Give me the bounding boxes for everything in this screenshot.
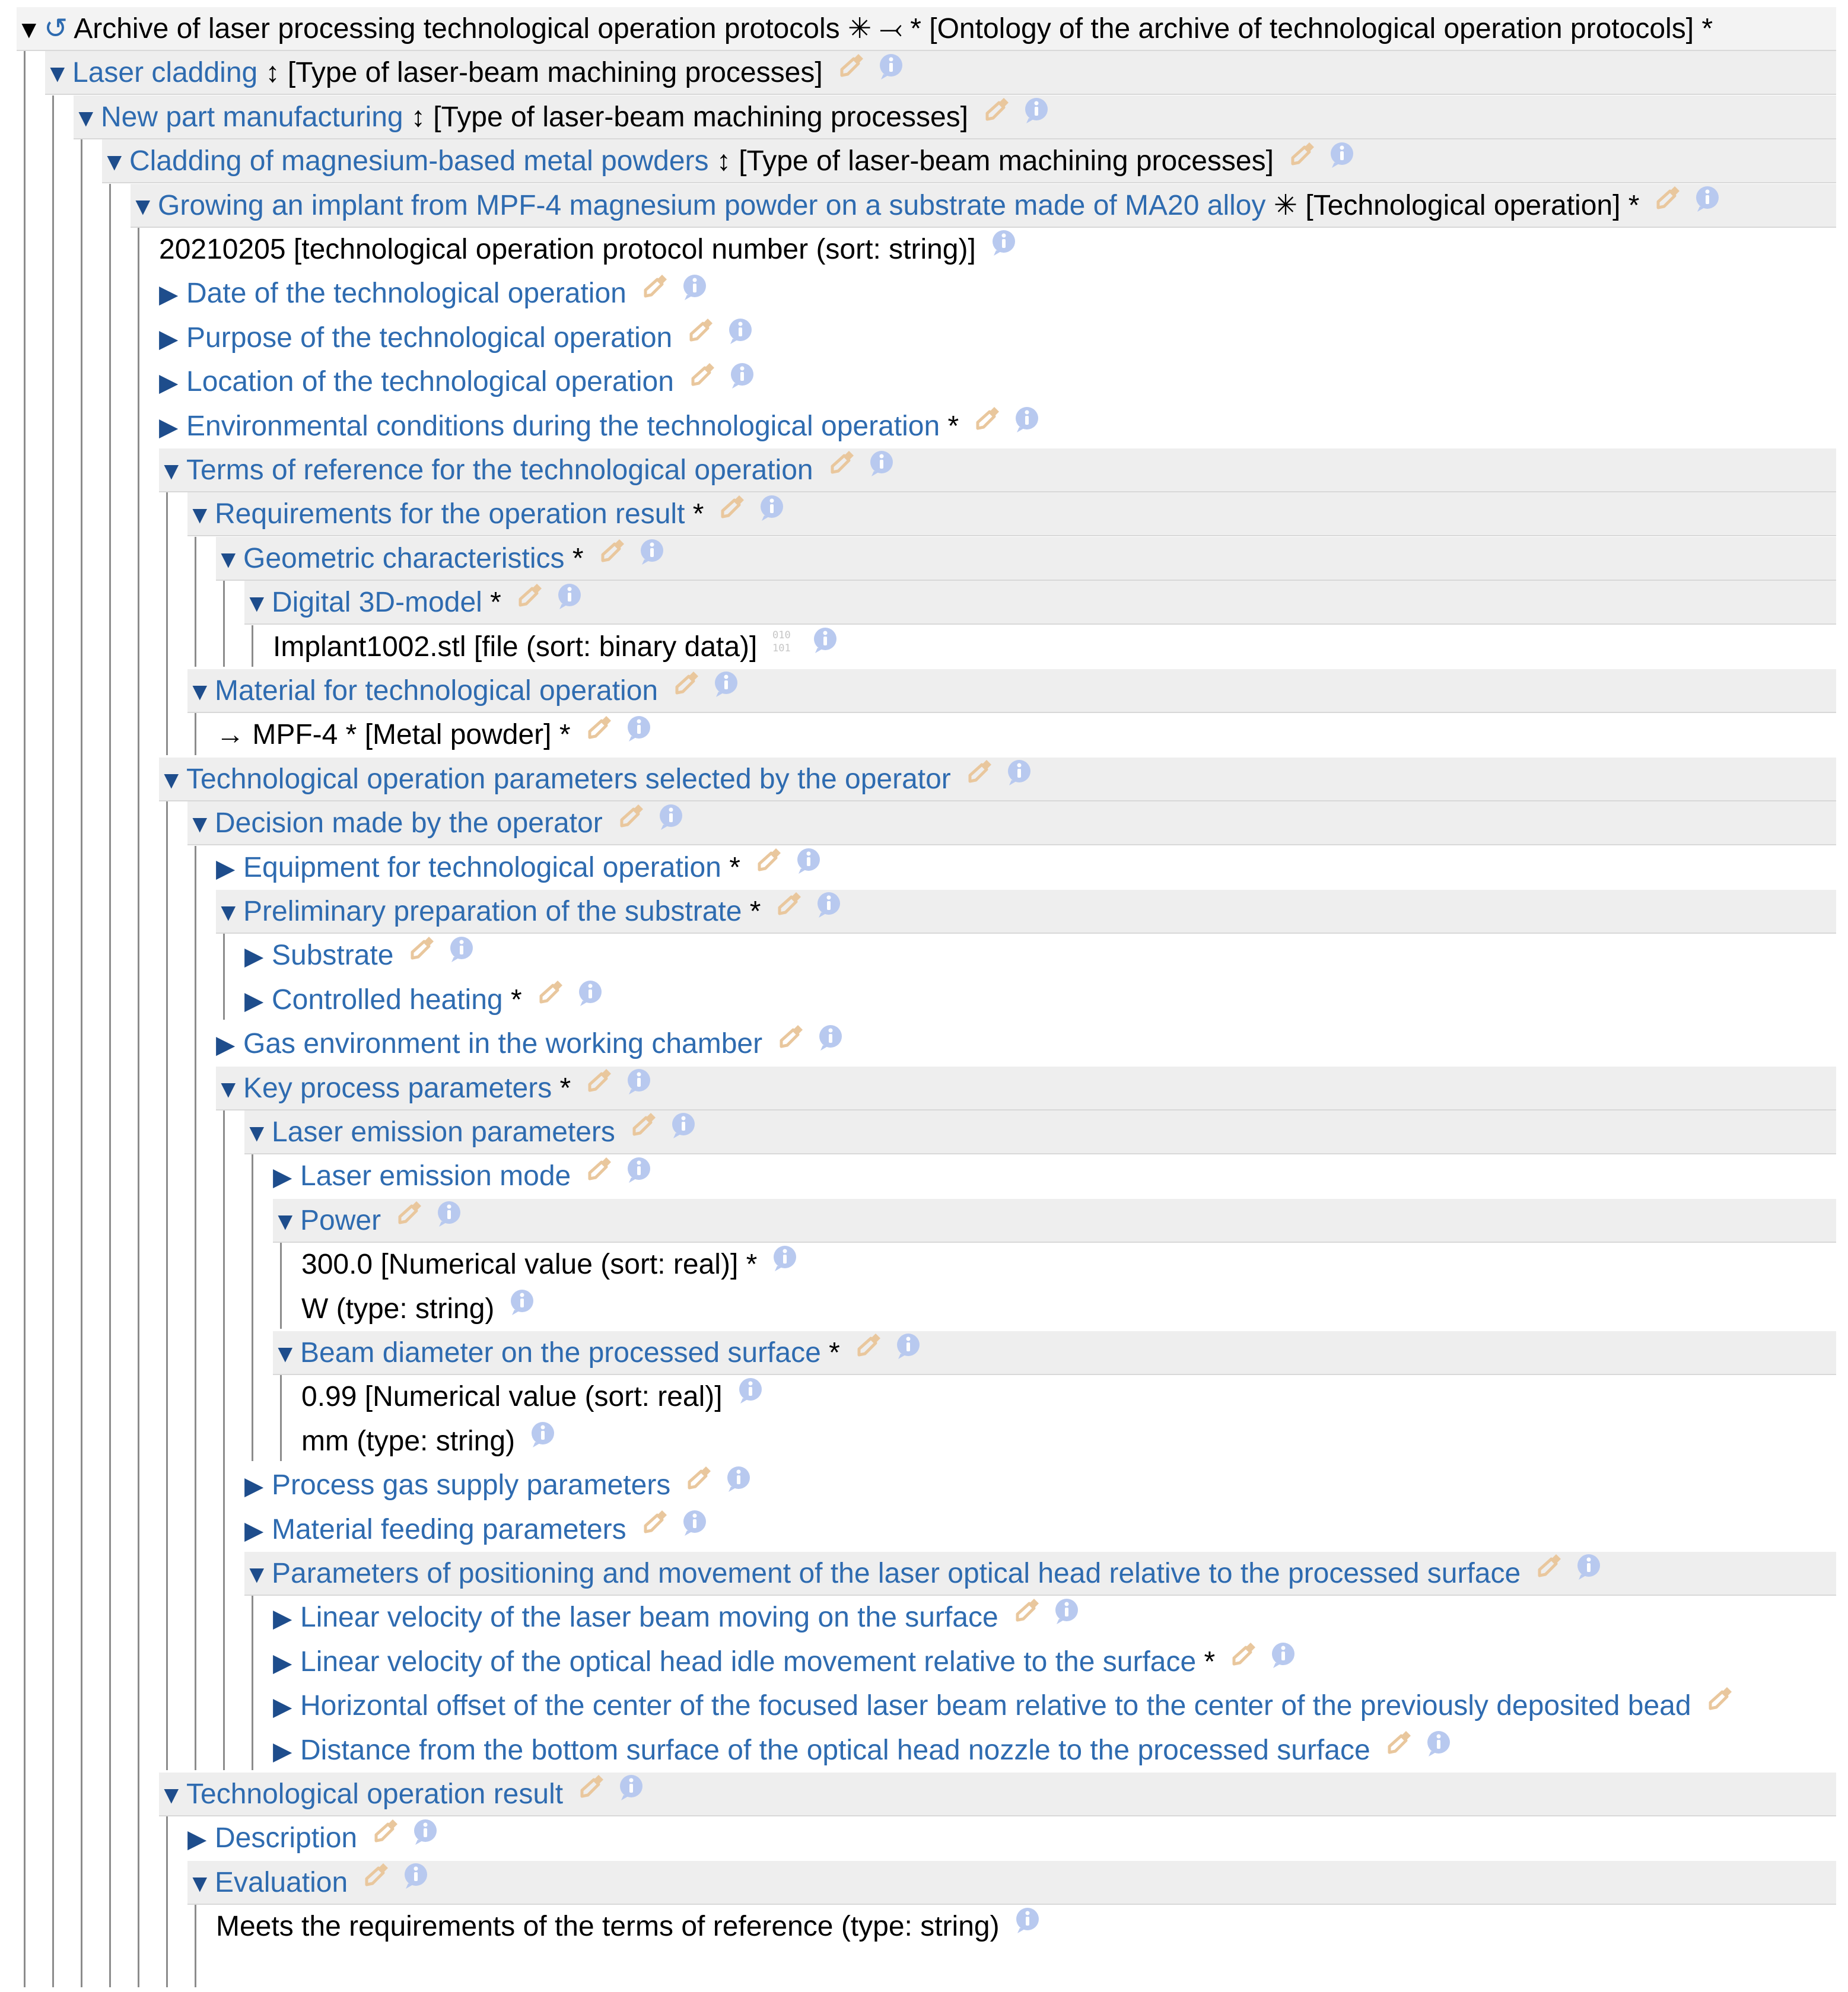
tree-row-geometric-characteristics <box>216 537 1836 581</box>
edit-icon[interactable] <box>1534 1552 1563 1595</box>
tree-row-laser-emission-mode <box>273 1154 1836 1198</box>
node-label[interactable]: Equipment for technological operation <box>243 851 721 883</box>
tree-row-preliminary-preparation-of-the-substrate <box>216 890 1836 934</box>
edit-icon[interactable] <box>1652 184 1682 227</box>
edit-icon[interactable] <box>1383 1729 1413 1771</box>
info-icon[interactable] <box>434 1199 464 1242</box>
tree-row-technological-operation-parameters-selected-by-t <box>159 758 1836 801</box>
tree-row-evaluation <box>187 1861 1836 1905</box>
collapse-toggle-icon[interactable]: ▼ <box>159 1781 184 1809</box>
node-label[interactable]: Laser emission parameters <box>272 1116 615 1148</box>
info-icon[interactable] <box>401 1861 431 1904</box>
node-label[interactable]: Process gas supply parameters <box>272 1469 671 1501</box>
node-label[interactable]: Terms of reference for the technological operation <box>186 454 813 486</box>
collapse-toggle-icon[interactable]: ▼ <box>244 1119 269 1147</box>
expand-toggle-icon[interactable]: ▶ <box>244 942 264 970</box>
collapse-toggle-icon[interactable]: ▼ <box>102 148 127 176</box>
tree-guide-line <box>280 1375 282 1461</box>
tree-row-linear-velocity-of-the-optical-head-idle-movemen <box>273 1640 1836 1684</box>
tree-row-equipment-for-technological-operation <box>216 846 1836 890</box>
edit-icon[interactable] <box>683 1463 713 1506</box>
tree-row-300-0-numerical-value-sort-real <box>301 1243 1836 1287</box>
node-label[interactable]: Material for technological operation <box>215 675 659 707</box>
info-icon[interactable] <box>637 537 667 580</box>
node-label[interactable]: Beam diameter on the processed surface <box>300 1337 821 1369</box>
node-label[interactable]: Parameters of positioning and movement of the laser optical head relative to the processed surface <box>272 1558 1521 1589</box>
info-icon[interactable] <box>1424 1729 1453 1771</box>
value-text: Meets the requirements of the terms of reference (type: string) <box>216 1911 1000 1943</box>
edit-icon[interactable] <box>1012 1596 1041 1638</box>
node-label[interactable]: Linear velocity of the optical head idle movement relative to the surface <box>300 1646 1197 1678</box>
edit-icon[interactable] <box>981 96 1011 138</box>
node-type-annotation: ↕ [Type of laser-beam machining processes] <box>708 145 1274 177</box>
edit-icon[interactable] <box>406 934 436 976</box>
value-text: mm (type: string) <box>301 1425 516 1457</box>
node-label[interactable]: Gas environment in the working chamber <box>243 1028 763 1060</box>
node-label[interactable]: Location of the technological operation <box>186 366 674 398</box>
tree-row-date-of-the-technological-operation <box>159 272 1836 316</box>
expand-toggle-icon[interactable]: ▶ <box>159 368 179 397</box>
collapse-toggle-icon[interactable]: ▼ <box>273 1339 298 1367</box>
expand-toggle-icon[interactable]: ▶ <box>159 412 179 441</box>
tree-row-horizontal-offset-of-the-center-of-the-focused-l <box>273 1684 1836 1728</box>
tree-row-cladding-of-magnesium-based-metal-powders <box>102 139 1836 183</box>
value-text: 300.0 [Numerical value (sort: real)] * <box>301 1249 758 1281</box>
info-icon[interactable] <box>867 448 896 491</box>
node-label[interactable]: Requirements for the operation result <box>215 498 685 530</box>
info-icon[interactable] <box>810 625 840 668</box>
info-icon[interactable] <box>1004 758 1034 800</box>
node-type-annotation: * <box>940 410 959 442</box>
collapse-toggle-icon[interactable]: ▼ <box>187 1869 212 1897</box>
node-label[interactable]: Technological operation parameters selected by the operator <box>186 763 951 795</box>
node-label[interactable]: Laser emission mode <box>300 1160 571 1192</box>
expand-toggle-icon[interactable]: ▶ <box>273 1692 292 1721</box>
node-type-annotation: * <box>820 1337 840 1369</box>
node-type-annotation: ✳ ⤙ * [Ontology of the archive of technological operation protocols] * <box>839 13 1713 44</box>
node-label[interactable]: Horizontal offset of the center of the focused laser beam relative to the center of the previously deposited bead <box>300 1690 1691 1722</box>
node-type-annotation: * <box>502 984 522 1016</box>
edit-icon[interactable] <box>1704 1684 1734 1727</box>
edit-icon[interactable] <box>964 758 994 800</box>
node-label[interactable]: Evaluation <box>215 1866 348 1898</box>
tree-row-purpose-of-the-technological-operation <box>159 316 1836 360</box>
tree-row-decision-made-by-the-operator <box>187 801 1836 845</box>
tree-row-20210205-technological-operation-protocol-number <box>159 228 1836 272</box>
info-icon[interactable] <box>727 360 757 403</box>
binary-data-icon[interactable] <box>770 625 800 668</box>
info-icon[interactable] <box>447 934 476 976</box>
info-icon[interactable] <box>624 1154 654 1197</box>
node-label[interactable]: Technological operation result <box>186 1778 564 1810</box>
collapse-toggle-icon[interactable]: ▼ <box>216 545 241 573</box>
info-icon[interactable] <box>1327 139 1357 182</box>
tree-guide-line <box>52 96 54 1987</box>
collapse-toggle-icon[interactable]: ▼ <box>159 457 184 485</box>
tree-row-distance-from-the-bottom-surface-of-the-optical- <box>273 1729 1836 1773</box>
tree-guide-line <box>166 492 168 755</box>
svg-text:010: 010 <box>772 629 791 641</box>
value-text: 0.99 [Numerical value (sort: real)] <box>301 1381 723 1413</box>
value-text: Implant1002.stl [file (sort: binary data)] <box>273 631 758 663</box>
tree-row-digital-3d-model <box>244 581 1836 625</box>
tree-row-w-type-string <box>301 1287 1836 1331</box>
collapse-toggle-icon[interactable]: ▼ <box>187 501 212 529</box>
tree-guide-line <box>195 1905 196 1987</box>
tree-row-environmental-conditions-during-the-technologica <box>159 405 1836 448</box>
expand-toggle-icon[interactable]: ▶ <box>273 1163 292 1191</box>
info-icon[interactable] <box>989 228 1019 271</box>
node-label[interactable]: Growing an implant from MPF-4 magnesium powder on a substrate made of MA20 alloy <box>158 189 1266 221</box>
edit-icon[interactable] <box>584 1067 613 1109</box>
tree-row-location-of-the-technological-operation <box>159 360 1836 404</box>
info-icon[interactable] <box>876 51 906 94</box>
node-type-annotation: * <box>1196 1646 1216 1678</box>
edit-icon[interactable] <box>717 492 746 535</box>
node-label[interactable]: Material feeding parameters <box>272 1513 626 1545</box>
tree-row-power <box>273 1199 1836 1243</box>
tree-row-meets-the-requirements-of-the-terms-of-reference <box>216 1905 1836 1949</box>
edit-icon[interactable] <box>514 581 544 623</box>
tree-row-process-gas-supply-parameters <box>244 1463 1836 1507</box>
collapse-toggle-icon[interactable]: ▼ <box>244 589 269 618</box>
collapse-toggle-icon[interactable]: ▼ <box>216 898 241 926</box>
tree-row-requirements-for-the-operation-result <box>187 492 1836 536</box>
tree-guide-line <box>195 846 196 1770</box>
edit-icon[interactable] <box>1228 1640 1258 1683</box>
tree-guide-line <box>195 713 196 755</box>
expand-toggle-icon[interactable]: ▶ <box>187 1825 207 1853</box>
tree-row-linear-velocity-of-the-laser-beam-moving-on-the- <box>273 1596 1836 1640</box>
node-label[interactable]: Power <box>300 1204 381 1236</box>
cycle-icon: ↺ <box>44 13 68 44</box>
tree-guide-line <box>223 1110 225 1770</box>
tree-row-laser-cladding <box>45 51 1836 95</box>
info-icon[interactable] <box>1012 405 1042 447</box>
node-label[interactable]: Environmental conditions during the technological operation <box>186 410 940 442</box>
collapse-toggle-icon[interactable]: ▼ <box>159 765 184 794</box>
info-icon[interactable] <box>726 316 755 359</box>
tree-guide-line <box>195 537 196 667</box>
tree-guide-line <box>223 934 225 1020</box>
edit-icon[interactable] <box>597 537 626 580</box>
collapse-toggle-icon[interactable]: ▼ <box>273 1207 298 1235</box>
tree-row-technological-operation-result <box>159 1773 1836 1816</box>
tree-row-parameters-of-positioning-and-movement-of-the-la <box>244 1552 1836 1596</box>
value-text: 20210205 [technological operation protocol number (sort: string)] <box>159 234 976 265</box>
edit-icon[interactable] <box>972 405 1001 447</box>
node-label[interactable]: Laser cladding <box>72 57 258 89</box>
node-label[interactable]: New part manufacturing <box>101 101 403 133</box>
info-icon[interactable] <box>794 846 823 889</box>
edit-icon[interactable] <box>361 1861 390 1904</box>
info-icon[interactable] <box>814 890 844 933</box>
info-icon[interactable] <box>1574 1552 1604 1595</box>
info-icon[interactable] <box>575 978 605 1021</box>
node-label[interactable]: Key process parameters <box>243 1072 552 1104</box>
tree-guide-line <box>252 1596 253 1770</box>
edit-icon[interactable] <box>687 360 717 403</box>
info-icon[interactable] <box>669 1110 698 1153</box>
edit-icon[interactable] <box>826 448 856 491</box>
info-icon[interactable] <box>616 1773 646 1815</box>
info-icon[interactable] <box>624 1067 654 1109</box>
node-label[interactable]: Description <box>215 1822 358 1854</box>
info-icon[interactable] <box>1693 184 1722 227</box>
edit-icon[interactable] <box>370 1816 400 1859</box>
tree-guide-line <box>109 184 111 1987</box>
tree-row-beam-diameter-on-the-processed-surface <box>273 1331 1836 1375</box>
edit-icon[interactable] <box>584 713 613 756</box>
expand-toggle-icon[interactable]: ▶ <box>244 986 264 1014</box>
edit-icon[interactable] <box>853 1331 883 1374</box>
node-type-annotation: * <box>742 896 761 927</box>
edit-icon[interactable] <box>394 1199 424 1242</box>
tree-row-laser-emission-parameters <box>244 1110 1836 1154</box>
expand-toggle-icon[interactable]: ▶ <box>159 324 179 352</box>
tree-row-controlled-heating <box>244 978 1836 1022</box>
tree-guide-line <box>138 228 139 1987</box>
node-type-annotation: ↕ [Type of laser-beam machining processes] <box>403 101 969 133</box>
node-label[interactable]: Date of the technological operation <box>186 278 626 310</box>
edit-icon[interactable] <box>616 801 645 844</box>
tree-row-material-feeding-parameters <box>244 1508 1836 1552</box>
tree-guide-line <box>252 625 253 667</box>
edit-icon[interactable] <box>836 51 866 94</box>
info-icon[interactable] <box>624 713 654 756</box>
node-label[interactable]: Geometric characteristics <box>243 542 565 574</box>
tree-guide-line <box>280 1243 282 1329</box>
tree-row-implant1002-stl-file-sort-binary-data <box>273 625 1836 669</box>
node-type-annotation: * <box>721 851 740 883</box>
tree-row-mm-type-string <box>301 1420 1836 1463</box>
info-icon[interactable] <box>724 1463 753 1506</box>
tree-guide-line <box>223 581 225 667</box>
tree-guide-line <box>252 1154 253 1461</box>
collapse-toggle-icon[interactable]: ▼ <box>131 192 155 220</box>
node-type-annotation: * <box>482 587 501 619</box>
tree-row-0-99-numerical-value-sort-real <box>301 1375 1836 1419</box>
node-label: Archive of laser processing technological operation protocols <box>74 13 840 44</box>
info-icon[interactable] <box>893 1331 923 1374</box>
value-text: W (type: string) <box>301 1293 495 1325</box>
node-type-annotation: * <box>564 542 584 574</box>
expand-toggle-icon[interactable]: ▶ <box>244 1472 264 1500</box>
tree-row-material-for-technological-operation <box>187 669 1836 713</box>
collapse-toggle-icon[interactable]: ▼ <box>187 677 212 705</box>
node-label[interactable]: Substrate <box>272 940 394 972</box>
edit-icon[interactable] <box>628 1110 658 1153</box>
node-label[interactable]: Digital 3D-model <box>272 587 482 619</box>
node-label[interactable]: Preliminary preparation of the substrate <box>243 896 742 927</box>
edit-icon[interactable] <box>1287 139 1316 182</box>
tree-guide-line <box>166 801 168 1770</box>
info-icon[interactable] <box>528 1420 558 1462</box>
edit-icon[interactable] <box>576 1773 606 1815</box>
collapse-toggle-icon[interactable]: ▼ <box>187 810 212 838</box>
info-icon[interactable] <box>757 492 787 535</box>
expand-toggle-icon[interactable]: ▶ <box>273 1604 292 1633</box>
expand-toggle-icon[interactable]: ▶ <box>273 1648 292 1676</box>
svg-text:101: 101 <box>772 642 791 654</box>
edit-icon[interactable] <box>671 669 701 712</box>
expand-toggle-icon[interactable]: ▶ <box>273 1736 292 1765</box>
edit-icon[interactable] <box>640 1508 669 1551</box>
node-type-annotation: * <box>685 498 704 530</box>
info-icon[interactable] <box>680 272 710 314</box>
edit-icon[interactable] <box>775 1022 805 1065</box>
node-label[interactable]: Controlled heating <box>272 984 503 1016</box>
tree-guide-line <box>81 139 82 1987</box>
collapse-toggle-icon[interactable]: ▼ <box>216 1074 241 1103</box>
edit-icon[interactable] <box>753 846 783 889</box>
info-icon[interactable] <box>711 669 741 712</box>
tree-row-new-part-manufacturing <box>74 96 1836 139</box>
edit-icon[interactable] <box>535 978 565 1021</box>
info-icon[interactable] <box>736 1375 765 1418</box>
info-icon[interactable] <box>680 1508 710 1551</box>
info-icon[interactable] <box>1013 1905 1042 1948</box>
expand-toggle-icon[interactable]: ▶ <box>159 280 179 308</box>
collapse-toggle-icon[interactable]: ▼ <box>45 59 70 88</box>
expand-toggle-icon[interactable]: ▶ <box>244 1516 264 1544</box>
info-icon[interactable] <box>1268 1640 1298 1683</box>
collapse-toggle-icon[interactable]: ▼ <box>17 15 42 43</box>
edit-icon[interactable] <box>774 890 803 933</box>
tree-row-archive-of-laser-processing-technological-operat <box>17 7 1836 51</box>
edit-icon[interactable] <box>584 1154 613 1197</box>
node-type-annotation: ✳ [Technological operation] * <box>1265 189 1640 221</box>
edit-icon[interactable] <box>640 272 669 314</box>
info-icon[interactable] <box>411 1816 440 1859</box>
collapse-toggle-icon[interactable]: ▼ <box>74 103 98 132</box>
tree-row-gas-environment-in-the-working-chamber <box>216 1022 1836 1066</box>
info-icon[interactable] <box>507 1287 537 1330</box>
node-type-annotation: ↕ [Type of laser-beam machining processes] <box>257 57 823 89</box>
tree-row-key-process-parameters <box>216 1067 1836 1110</box>
info-icon[interactable] <box>1052 1596 1082 1638</box>
expand-toggle-icon[interactable]: ▶ <box>216 854 236 882</box>
node-label[interactable]: Cladding of magnesium-based metal powders <box>129 145 709 177</box>
info-icon[interactable] <box>656 801 686 844</box>
node-type-annotation: * <box>552 1072 571 1104</box>
node-label[interactable]: Purpose of the technological operation <box>186 322 673 354</box>
value-text: → MPF-4 * [Metal powder] * <box>216 719 571 751</box>
node-label[interactable]: Decision made by the operator <box>215 807 603 839</box>
tree-guide-line <box>24 51 26 1987</box>
tree-row-terms-of-reference-for-the-technological-operati <box>159 448 1836 492</box>
info-icon[interactable] <box>1022 96 1051 138</box>
edit-icon[interactable] <box>685 316 715 359</box>
info-icon[interactable] <box>770 1243 800 1285</box>
tree-guide-line <box>166 1816 168 1987</box>
info-icon[interactable] <box>816 1022 845 1065</box>
expand-toggle-icon[interactable]: ▶ <box>216 1030 236 1059</box>
node-label[interactable]: Linear velocity of the laser beam moving on the surface <box>300 1602 998 1634</box>
tree-row-substrate <box>244 934 1836 978</box>
tree-row-description <box>187 1816 1836 1860</box>
tree-row-mpf-4-metal-powder <box>216 713 1836 757</box>
collapse-toggle-icon[interactable]: ▼ <box>244 1560 269 1588</box>
tree-row-growing-an-implant-from-mpf-4-magnesium-powder-o <box>131 184 1836 228</box>
node-label[interactable]: Distance from the bottom surface of the optical head nozzle to the processed surface <box>300 1734 1370 1766</box>
info-icon[interactable] <box>555 581 584 623</box>
